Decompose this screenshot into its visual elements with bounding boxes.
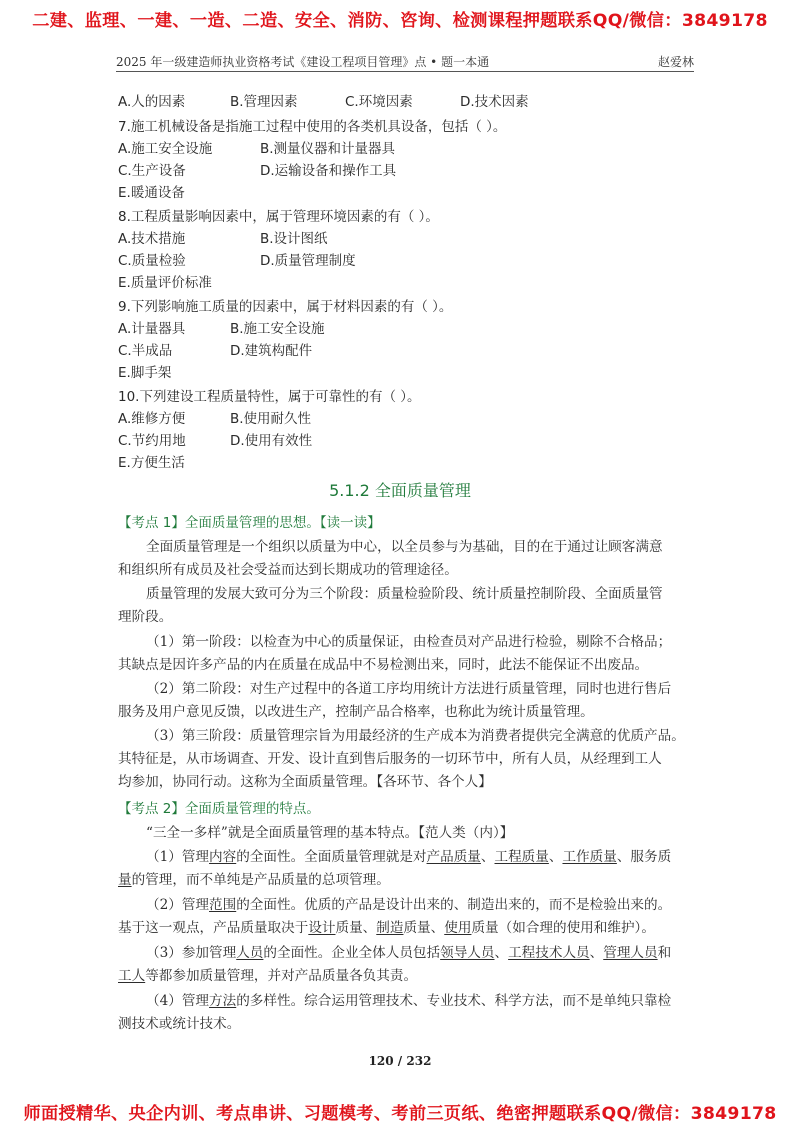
bottom-contact-banner: 师面授精华、央企内训、考点串讲、习题模考、考前三页纸、绝密押题联系QQ/微信：3849178 (23, 1104, 777, 1124)
paragraph-line: 测技术或统计技术。 (118, 1016, 241, 1032)
paragraph-line: 质量管理的发展大致可分为三个阶段：质量检验阶段、统计质量控制阶段、全面质量管 (146, 586, 663, 602)
q7-option-b: B.测量仪器和计量器具 (260, 141, 396, 157)
page-number: 120 / 232 (368, 1054, 432, 1068)
paragraph-line: 均参加，协同行动。这称为全面质量管理。【各环节、各个人】 (118, 774, 492, 790)
q10-option-a: A.维修方便 (118, 411, 186, 427)
q7-option-e: E.暖通设备 (118, 185, 185, 201)
q8-option-b: B.设计图纸 (260, 231, 328, 247)
q6-option-d: D.技术因素 (460, 94, 529, 110)
paragraph-line: “三全一多样”就是全面质量管理的基本特点。【范人类（内）】 (146, 825, 514, 841)
q8-option-d: D.质量管理制度 (260, 253, 356, 269)
q8-stem: 8.工程质量影响因素中，属于管理环境因素的有（ ）。 (118, 209, 439, 225)
paragraph-line: （4）管理方法的多样性。综合运用管理技术、专业技术、科学方法，而不是单纯只靠检 (146, 993, 672, 1009)
paragraph-line: 工人等都参加质量管理，并对产品质量各负其责。 (118, 968, 418, 984)
paragraph-line: （2）管理范围的全面性。优质的产品是设计出来的、制造出来的，而不是检验出来的。 (146, 897, 672, 913)
paragraph-line: 服务及用户意见反馈，以改进生产，控制产品合格率，也称此为统计质量管理。 (118, 704, 594, 720)
book-title: 2025 年一级建造师执业资格考试《建设工程项目管理》点 • 题一本通 (116, 55, 490, 69)
q10-option-b: B.使用耐久性 (230, 411, 312, 427)
paragraph-line: （1）第一阶段：以检查为中心的质量保证，由检查员对产品进行检验，剔除不合格品； (146, 634, 672, 650)
q9-option-a: A.计量器具 (118, 321, 186, 337)
q10-option-e: E.方便生活 (118, 455, 185, 471)
running-head (116, 53, 694, 72)
q10-option-c: C.节约用地 (118, 433, 186, 449)
q6-option-a: A.人的因素 (118, 94, 186, 110)
q9-option-e: E.脚手架 (118, 365, 172, 381)
q7-option-d: D.运输设备和操作工具 (260, 163, 397, 179)
q9-option-c: C.半成品 (118, 343, 173, 359)
q9-option-b: B.施工安全设施 (230, 321, 325, 337)
paragraph-line: 全面质量管理是一个组织以质量为中心，以全员参与为基础，目的在于通过让顾客满意 (146, 539, 663, 555)
kaodian-1-heading: 【考点 1】全面质量管理的思想。【读一读】 (118, 515, 381, 531)
paragraph-line: （3）参加管理人员的全面性。企业全体人员包括领导人员、工程技术人员、管理人员和 (146, 945, 672, 961)
q7-option-a: A.施工安全设施 (118, 141, 213, 157)
paragraph-line: 基于这一观点，产品质量取决于设计质量、制造质量、使用质量（如合理的使用和维护）。 (118, 920, 655, 936)
q8-option-e: E.质量评价标准 (118, 275, 212, 291)
q6-option-b: B.管理因素 (230, 94, 298, 110)
q6-option-c: C.环境因素 (345, 94, 413, 110)
q7-stem: 7.施工机械设备是指施工过程中使用的各类机具设备，包括（ ）。 (118, 119, 507, 135)
q10-option-d: D.使用有效性 (230, 433, 313, 449)
paragraph-line: （3）第三阶段：质量管理宗旨为用最经济的生产成本为消费者提供完全满意的优质产品。 (146, 728, 685, 744)
kaodian-2-heading: 【考点 2】全面质量管理的特点。 (118, 801, 320, 817)
paragraph-line: （1）管理内容的全面性。全面质量管理就是对产品质量、工程质量、工作质量、服务质 (146, 849, 672, 865)
paragraph-line: （2）第二阶段：对生产过程中的各道工序均用统计方法进行质量管理，同时也进行售后 (146, 681, 672, 697)
author-name: 赵爱林 (657, 55, 694, 69)
paragraph-line: 和组织所有成员及社会受益而达到长期成功的管理途径。 (118, 562, 458, 578)
q9-option-d: D.建筑构配件 (230, 343, 313, 359)
q10-stem: 10.下列建设工程质量特性，属于可靠性的有（ ）。 (118, 389, 421, 405)
paragraph-line: 其特征是，从市场调查、开发、设计直到售后服务的一切环节中，所有人员，从经理到工人 (118, 751, 662, 767)
paragraph-line: 理阶段。 (118, 609, 173, 625)
q9-stem: 9.下列影响施工质量的因素中，属于材料因素的有（ ）。 (118, 299, 453, 315)
q8-option-a: A.技术措施 (118, 231, 186, 247)
paragraph-line: 其缺点是因许多产品的内在质量在成品中不易检测出来，同时，此法不能保证不出废品。 (118, 657, 649, 673)
section-title: 5.1.2 全面质量管理 (329, 481, 471, 500)
paragraph-line: 量的管理，而不单纯是产品质量的总项管理。 (118, 872, 390, 888)
q7-option-c: C.生产设备 (118, 163, 186, 179)
q8-option-c: C.质量检验 (118, 253, 186, 269)
top-contact-banner: 二建、监理、一建、一造、二造、安全、消防、咨询、检测课程押题联系QQ/微信：3849178 (32, 11, 768, 31)
